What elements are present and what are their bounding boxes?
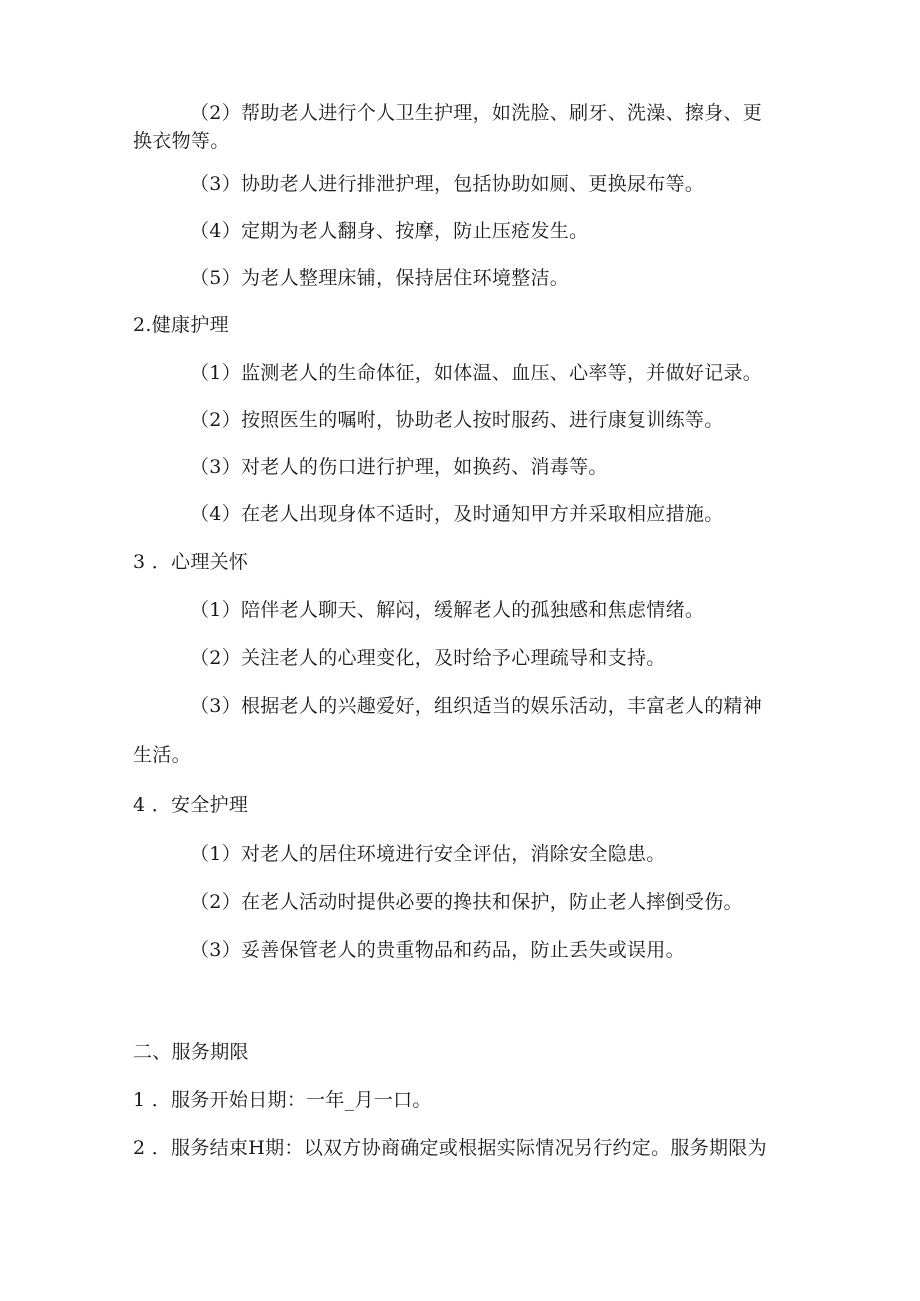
paragraph-line: （3）对老人的伤口进行护理，如换药、消毒等。: [190, 456, 608, 478]
paragraph-line: （4）定期为老人翻身、按摩，防止压疮发生。: [190, 220, 589, 242]
section-heading: 4 ．安全护理: [133, 794, 249, 816]
paragraph-line: （3）协助老人进行排泄护理，包括协助如厕、更换尿布等。: [190, 173, 705, 195]
paragraph-line: （3）妥善保管老人的贵重物品和药品，防止丢失或误用。: [190, 939, 685, 961]
paragraph-line: （2）关注老人的心理变化，及时给予心理疏导和支持。: [190, 647, 666, 669]
paragraph-line: （2）按照医生的嘱咐，协助老人按时服药、进行康复训练等。: [190, 409, 724, 431]
section-heading: 二、服务期限: [133, 1041, 249, 1063]
paragraph-line: （2）帮助老人进行个人卫生护理，如洗脸、刷牙、洗澡、擦身、更: [190, 102, 763, 124]
paragraph-line: （1）对老人的居住环境进行安全评估，消除安全隐患。: [190, 843, 666, 865]
paragraph-line: （4）在老人出现身体不适时，及时通知甲方并采取相应措施。: [190, 503, 724, 525]
paragraph-line: 换衣物等。: [133, 130, 230, 152]
paragraph-line: （2）在老人活动时提供必要的搀扶和保护，防止老人摔倒受伤。: [190, 891, 743, 913]
paragraph-line: 生活。: [133, 744, 191, 766]
paragraph-line: 1 ．服务开始日期：一年_月一口。: [133, 1089, 432, 1111]
paragraph-line: 2 ．服务结束H期：以双方协商确定或根据实际情况另行约定。服务期限为: [133, 1137, 767, 1159]
paragraph-line: （3）根据老人的兴趣爱好，组织适当的娱乐活动，丰富老人的精神: [190, 695, 763, 717]
section-heading: 2.健康护理: [133, 314, 229, 336]
paragraph-line: （1）监测老人的生命体征，如体温、血压、心率等，并做好记录。: [190, 362, 763, 384]
section-heading: 3 ．心理关怀: [133, 551, 249, 573]
paragraph-line: （1）陪伴老人聊天、解闷，缓解老人的孤独感和焦虑情绪。: [190, 599, 705, 621]
paragraph-line: （5）为老人整理床铺，保持居住环境整洁。: [190, 267, 570, 289]
